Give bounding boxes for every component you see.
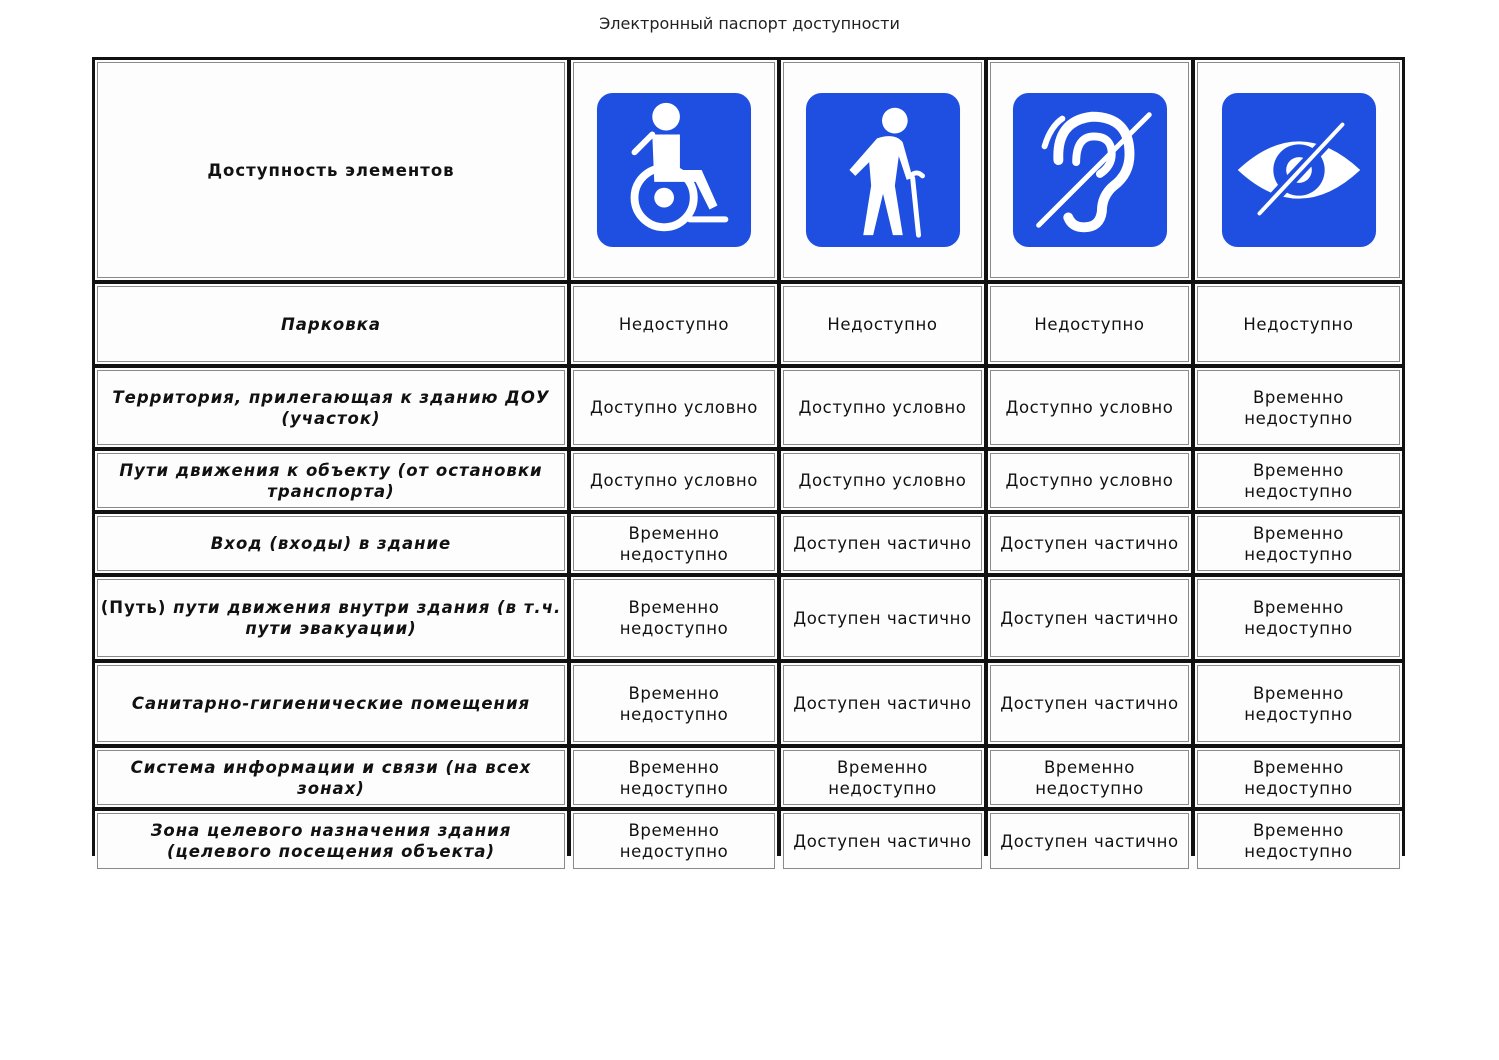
row-label-parking: Парковка (95, 284, 567, 364)
row-label-internal-routes (95, 577, 567, 659)
hearing-impaired-icon (1011, 91, 1169, 249)
value-approach-hearing: Доступно условно (988, 451, 1191, 510)
value-info-wheelchair: Временно недоступно (571, 748, 777, 807)
value-approach-wheelchair: Доступно условно (571, 451, 777, 510)
row-label-approach-routes: Пути движения к объекту (от остановки транспорта) (95, 451, 567, 510)
header-elderly (781, 60, 984, 280)
value-internal-hearing: Доступен частично (988, 577, 1191, 659)
value-entrance-vision: Временно недоступно (1195, 514, 1402, 573)
header-wheelchair (571, 60, 777, 280)
value-info-vision: Временно недоступно (1195, 748, 1402, 807)
value-sanitary-elderly: Доступен частично (781, 663, 984, 744)
value-target-elderly: Доступен частично (781, 811, 984, 871)
value-info-elderly: Временно недоступно (781, 748, 984, 807)
value-territory-wheelchair: Доступно условно (571, 368, 777, 447)
value-approach-vision: Временно недоступно (1195, 451, 1402, 510)
row-label-sanitary: Санитарно-гигиенические помещения (95, 663, 567, 744)
value-entrance-hearing: Доступен частично (988, 514, 1191, 573)
value-internal-elderly: Доступен частично (781, 577, 984, 659)
header-label: Доступность элементов (95, 60, 567, 280)
value-sanitary-hearing: Доступен частично (988, 663, 1191, 744)
row-label-entrance: Вход (входы) в здание (95, 514, 567, 573)
value-approach-elderly: Доступно условно (781, 451, 984, 510)
value-parking-wheelchair: Недоступно (571, 284, 777, 364)
accessibility-table (92, 57, 1405, 861)
value-territory-hearing: Доступно условно (988, 368, 1191, 447)
row-label-target-zone: Зона целевого назначения здания (целевого посещения объекта) (95, 811, 567, 871)
value-sanitary-wheelchair: Временно недоступно (571, 663, 777, 744)
row-label-prefix: (Путь) (100, 598, 167, 617)
value-target-hearing: Доступен частично (988, 811, 1191, 871)
header-hearing (988, 60, 1191, 280)
wheelchair-icon (595, 91, 753, 249)
row-label-text: пути движения внутри здания (в т.ч. пути эвакуации) (173, 598, 562, 638)
value-internal-wheelchair: Временно недоступно (571, 577, 777, 659)
elderly-cane-icon (804, 91, 962, 249)
header-vision (1195, 60, 1402, 280)
visually-impaired-icon (1220, 91, 1378, 249)
value-internal-vision: Временно недоступно (1195, 577, 1402, 659)
value-parking-vision: Недоступно (1195, 284, 1402, 364)
value-entrance-wheelchair: Временно недоступно (571, 514, 777, 573)
value-info-hearing: Временно недоступно (988, 748, 1191, 807)
value-parking-hearing: Недоступно (988, 284, 1191, 364)
document-title: Электронный паспорт доступности (599, 14, 900, 33)
row-label-info-system: Система информации и связи (на всех зонах) (95, 748, 567, 807)
value-territory-elderly: Доступно условно (781, 368, 984, 447)
value-sanitary-vision: Временно недоступно (1195, 663, 1402, 744)
value-target-wheelchair: Временно недоступно (571, 811, 777, 871)
value-territory-vision: Временно недоступно (1195, 368, 1402, 447)
value-entrance-elderly: Доступен частично (781, 514, 984, 573)
value-target-vision: Временно недоступно (1195, 811, 1402, 871)
row-label-territory: Территория, прилегающая к зданию ДОУ (участок) (95, 368, 567, 447)
value-parking-elderly: Недоступно (781, 284, 984, 364)
